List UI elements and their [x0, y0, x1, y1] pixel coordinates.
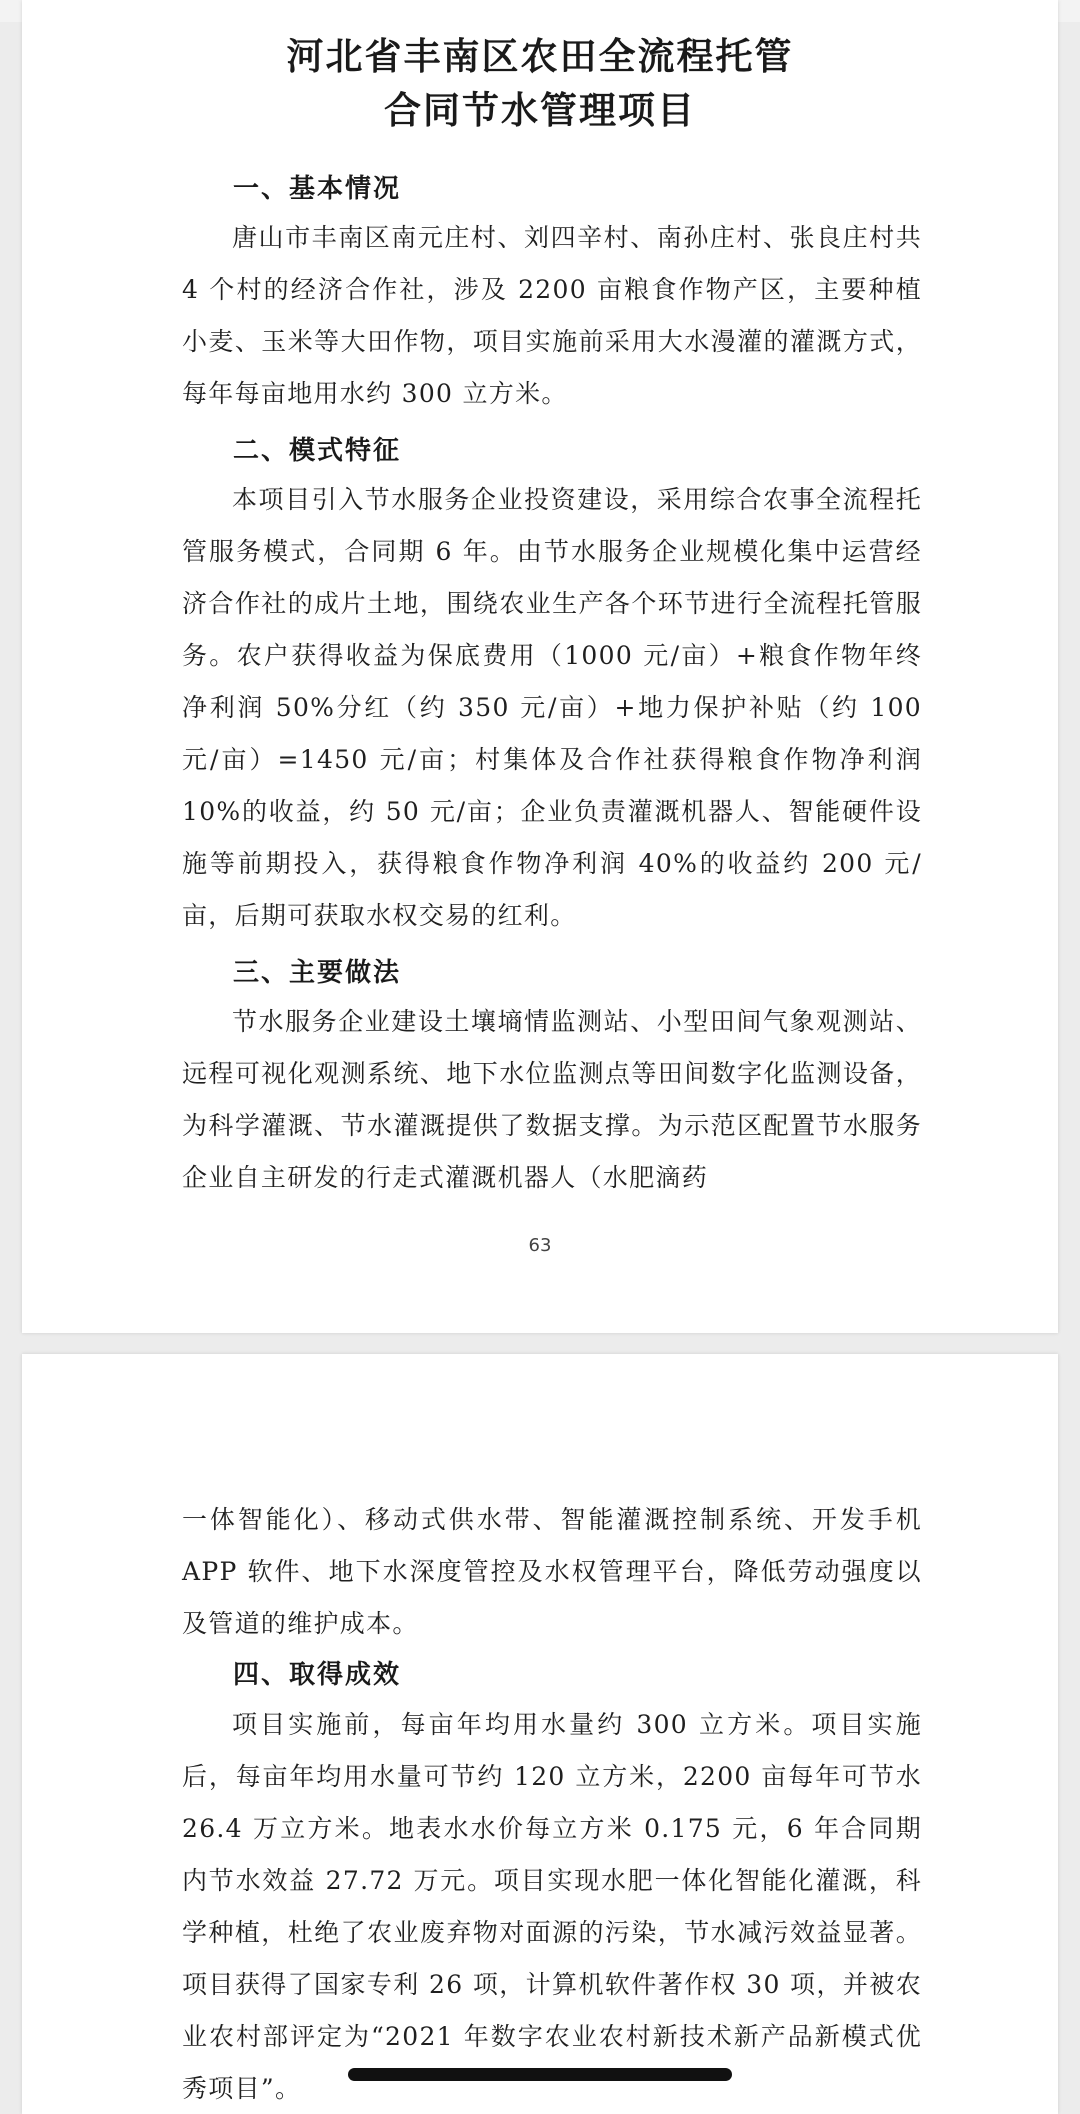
document-title-line-2: 合同节水管理项目 — [384, 88, 696, 132]
section-paragraph-model-features: 本项目引入节水服务企业投资建设，采用综合农事全流程托管服务模式，合同期 6 年。由节水服务企业规模化集中运营经济合作社的成片土地，围绕农业生产各个环节进行全流程托管服务。农户获得收益为保底费用（1000 元/亩）+粮食作物年终净利润 50%分红（约 350 元/亩）+地力保护补贴（约 100 元/亩）=1450 元/亩；村集体及合作社获得粮食作物净利润 10%的收益，约 50 元/亩；企业负责灌溉机器人、智能硬件设施等前期投入，获得粮食作物净利润 40%的收益约 200 元/亩，后期可获取水权交易的红利。 — [182, 485, 922, 930]
document-page-63[interactable] — [22, 0, 1058, 1333]
document-title-line-1: 河北省丰南区农田全流程托管 — [286, 34, 794, 78]
section-heading-main-practices: 三、主要做法 — [233, 958, 402, 988]
section-paragraph-results: 项目实施前，每亩年均用水量约 300 立方米。项目实施后，每亩年均用水量可节约 120 立方米，2200 亩每年可节水 26.4 万立方米。地表水水价每立方米 0.175 元，6 年合同期内节水效益 27.72 万元。项目实现水肥一体化智能化灌溉，科学种植，杜绝了农业废弃物对面源的污染，节水减污效益显著。项目获得了国家专利 26 项，计算机软件著作权 30 项，并被农业农村部评定为“2021 年数字农业农村新技术新产品新模式优秀项目”。 — [182, 1710, 922, 2103]
section-heading-basic-info: 一、基本情况 — [233, 174, 402, 204]
section-heading-model-features: 二、模式特征 — [233, 436, 402, 466]
page-number: 63 — [528, 1235, 552, 1256]
section-paragraph-main-practices-continued: 一体智能化）、移动式供水带、智能灌溉控制系统、开发手机 APP 软件、地下水深度管控及水权管理平台，降低劳动强度以及管道的维护成本。 — [182, 1505, 922, 1638]
section-paragraph-basic-info: 唐山市丰南区南元庄村、刘四辛村、南孙庄村、张良庄村共 4 个村的经济合作社，涉及 2200 亩粮食作物产区，主要种植小麦、玉米等大田作物，项目实施前采用大水漫灌的灌溉方式，每年每亩地用水约 300 立方米。 — [182, 223, 922, 408]
section-paragraph-main-practices: 节水服务企业建设土壤墒情监测站、小型田间气象观测站、远程可视化观测系统、地下水位监测点等田间数字化监测设备，为科学灌溉、节水灌溉提供了数据支撑。为示范区配置节水服务企业自主研发的行走式灌溉机器人（水肥滴药 — [182, 1007, 922, 1192]
section-heading-results: 四、取得成效 — [233, 1660, 402, 1690]
home-indicator-bar[interactable] — [348, 2068, 732, 2081]
document-page-64[interactable] — [22, 1354, 1058, 2114]
